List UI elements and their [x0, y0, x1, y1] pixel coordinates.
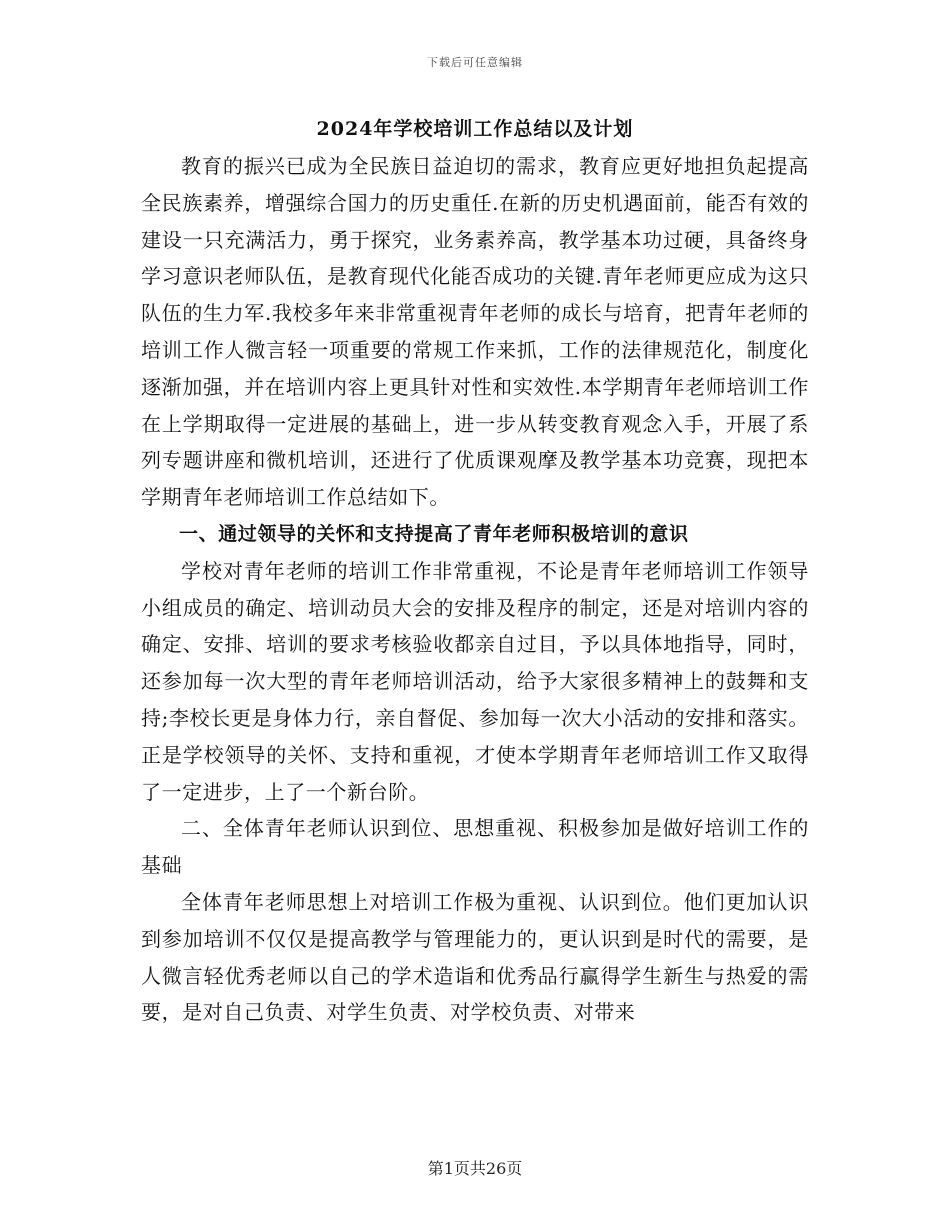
page-header-note: 下载后可任意编辑	[427, 56, 523, 69]
intro-paragraph: 教育的振兴已成为全民族日益迫切的需求，教育应更好地担负起提高全民族素养，增强综合国力的历史重任.在新的历史机遇面前，能否有效的建设一只充满活力，勇于探究，业务素养高，教学基本功过硬，具备终身学习意识老师队伍，是教育现代化能否成功的关键.青年老师更应成为这只队伍的生力军.我校多年来非常重视青年老师的成长与培育，把青年老师的培训工作人微言轻一项重要的常规工作来抓，工作的法律规范化，制度化逐渐加强，并在培训内容上更具针对性和实效性.本学期青年老师培训工作在上学期取得一定进展的基础上，进一步从转变教育观念入手，开展了系列专题讲座和微机培训，还进行了优质课观摩及教学基本功竞赛，现把本学期青年老师培训工作总结如下。	[141, 154, 809, 510]
section-2-paragraph: 全体青年老师思想上对培训工作极为重视、认识到位。他们更加认识到参加培训不仅仅是提高教学与管理能力的，更认识到是时代的需要，是人微言轻优秀老师以自己的学术造诣和优秀品行赢得学生新生与热爱的需要，是对自己负责、对学生负责、对学校负责、对带来	[141, 889, 809, 1025]
page-number: 第1页共26页	[427, 1159, 523, 1178]
section-1-paragraph: 学校对青年老师的培训工作非常重视，不论是青年老师培训工作领导小组成员的确定、培训动员大会的安排及程序的制定，还是对培训内容的确定、安排、培训的要求考核验收都亲自过目，予以具体地指导，同时，还参加每一次大型的青年老师培训活动，给予大家很多精神上的鼓舞和支持;李校长更是身体力行，亲自督促、参加每一次大小活动的安排和落实。正是学校领导的关怀、支持和重视，才使本学期青年老师培训工作又取得了一定进步，上了一个新台阶。	[141, 558, 809, 804]
section-heading-2: 二、全体青年老师认识到位、思想重视、积极参加是做好培训工作的基础	[141, 816, 809, 878]
section-heading-1: 一、通过领导的关怀和支持提高了青年老师积极培训的意识	[179, 522, 689, 545]
document-body	[141, 148, 809, 1031]
document-title: 2024年学校培训工作总结以及计划	[316, 118, 634, 140]
